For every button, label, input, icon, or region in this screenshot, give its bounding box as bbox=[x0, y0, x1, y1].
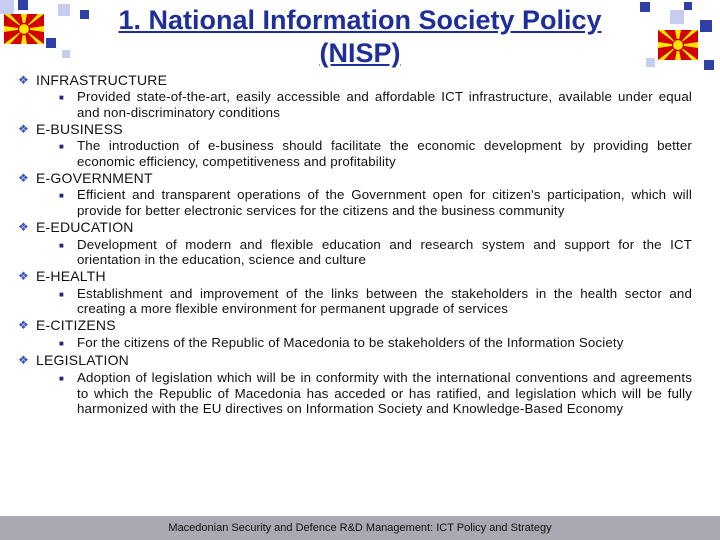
corner-square bbox=[46, 38, 56, 48]
section-heading: E-CITIZENS bbox=[36, 317, 116, 334]
section-e-citizens bbox=[18, 317, 692, 352]
section-text: Provided state-of-the-art, easily accessible and affordable ICT infrastructure, available under equal and non-discriminatory conditions bbox=[77, 89, 692, 120]
macedonia-flag-icon bbox=[4, 14, 44, 44]
section-text: Efficient and transparent operations of the Government open for citizen's participation, which will provide for better electronic services for the citizens and the business community bbox=[77, 187, 692, 218]
macedonia-flag-icon bbox=[658, 30, 698, 60]
square-bullet-icon: ■ bbox=[59, 240, 64, 250]
section-e-health bbox=[18, 268, 692, 317]
section-text: Adoption of legislation which will be in conformity with the international conventions and agreements to which the Republic of Macedonia has acceded or has ratified, and legislation which will be fully harmonized with the EU directives on Information Society and Knowledge-Based Economy bbox=[77, 369, 692, 417]
square-bullet-icon: ■ bbox=[59, 338, 64, 348]
corner-square bbox=[700, 20, 712, 32]
corner-square bbox=[684, 2, 692, 10]
section-text: For the citizens of the Republic of Macedonia to be stakeholders of the Information Society bbox=[77, 334, 624, 350]
square-bullet-icon: ■ bbox=[59, 93, 64, 102]
corner-square bbox=[62, 50, 70, 58]
footer bbox=[0, 516, 720, 540]
section-text: Development of modern and flexible education and research system and support for the ICT orientation in the education, science and culture bbox=[77, 236, 692, 268]
section-heading: INFRASTRUCTURE bbox=[36, 71, 168, 88]
corner-square bbox=[670, 10, 684, 24]
square-bullet-icon: ■ bbox=[59, 191, 64, 201]
corner-square bbox=[58, 4, 70, 16]
corner-square bbox=[704, 60, 714, 70]
corner-square bbox=[18, 0, 28, 10]
section-heading: E-BUSINESS bbox=[36, 120, 123, 137]
square-bullet-icon: ■ bbox=[59, 289, 64, 299]
diamond-bullet-icon: ❖ bbox=[18, 121, 29, 136]
section-heading: E-EDUCATION bbox=[36, 219, 134, 236]
diamond-bullet-icon: ❖ bbox=[18, 269, 29, 284]
diamond-bullet-icon: ❖ bbox=[18, 72, 29, 87]
diamond-bullet-icon: ❖ bbox=[18, 353, 29, 368]
section-infrastructure bbox=[18, 71, 692, 120]
corner-square bbox=[646, 58, 655, 67]
section-legislation bbox=[18, 352, 692, 417]
bullet-list bbox=[18, 71, 692, 417]
corner-square bbox=[640, 2, 650, 12]
page-title: 1. National Information Society Policy (NISP) bbox=[118, 5, 602, 68]
section-e-education bbox=[18, 219, 692, 268]
square-bullet-icon: ■ bbox=[59, 142, 64, 152]
diamond-bullet-icon: ❖ bbox=[18, 170, 29, 185]
section-heading: E-GOVERNMENT bbox=[36, 169, 153, 186]
section-e-government bbox=[18, 169, 692, 218]
section-text: Establishment and improvement of the links between the stakeholders in the health sector and creating a more flexible environment for permanent upgrade of services bbox=[77, 285, 692, 317]
section-heading: E-HEALTH bbox=[36, 268, 106, 285]
section-text: The introduction of e-business should facilitate the economic development by providing better economic efficiency, competitiveness and profitability bbox=[77, 138, 692, 169]
section-heading: LEGISLATION bbox=[36, 352, 129, 369]
corner-square bbox=[80, 10, 89, 19]
section-e-business bbox=[18, 120, 692, 169]
diamond-bullet-icon: ❖ bbox=[18, 220, 29, 235]
square-bullet-icon: ■ bbox=[59, 373, 64, 383]
footer-text: Macedonian Security and Defence R&D Management: ICT Policy and Strategy bbox=[168, 522, 552, 534]
corner-square bbox=[0, 0, 14, 14]
diamond-bullet-icon: ❖ bbox=[18, 318, 29, 333]
